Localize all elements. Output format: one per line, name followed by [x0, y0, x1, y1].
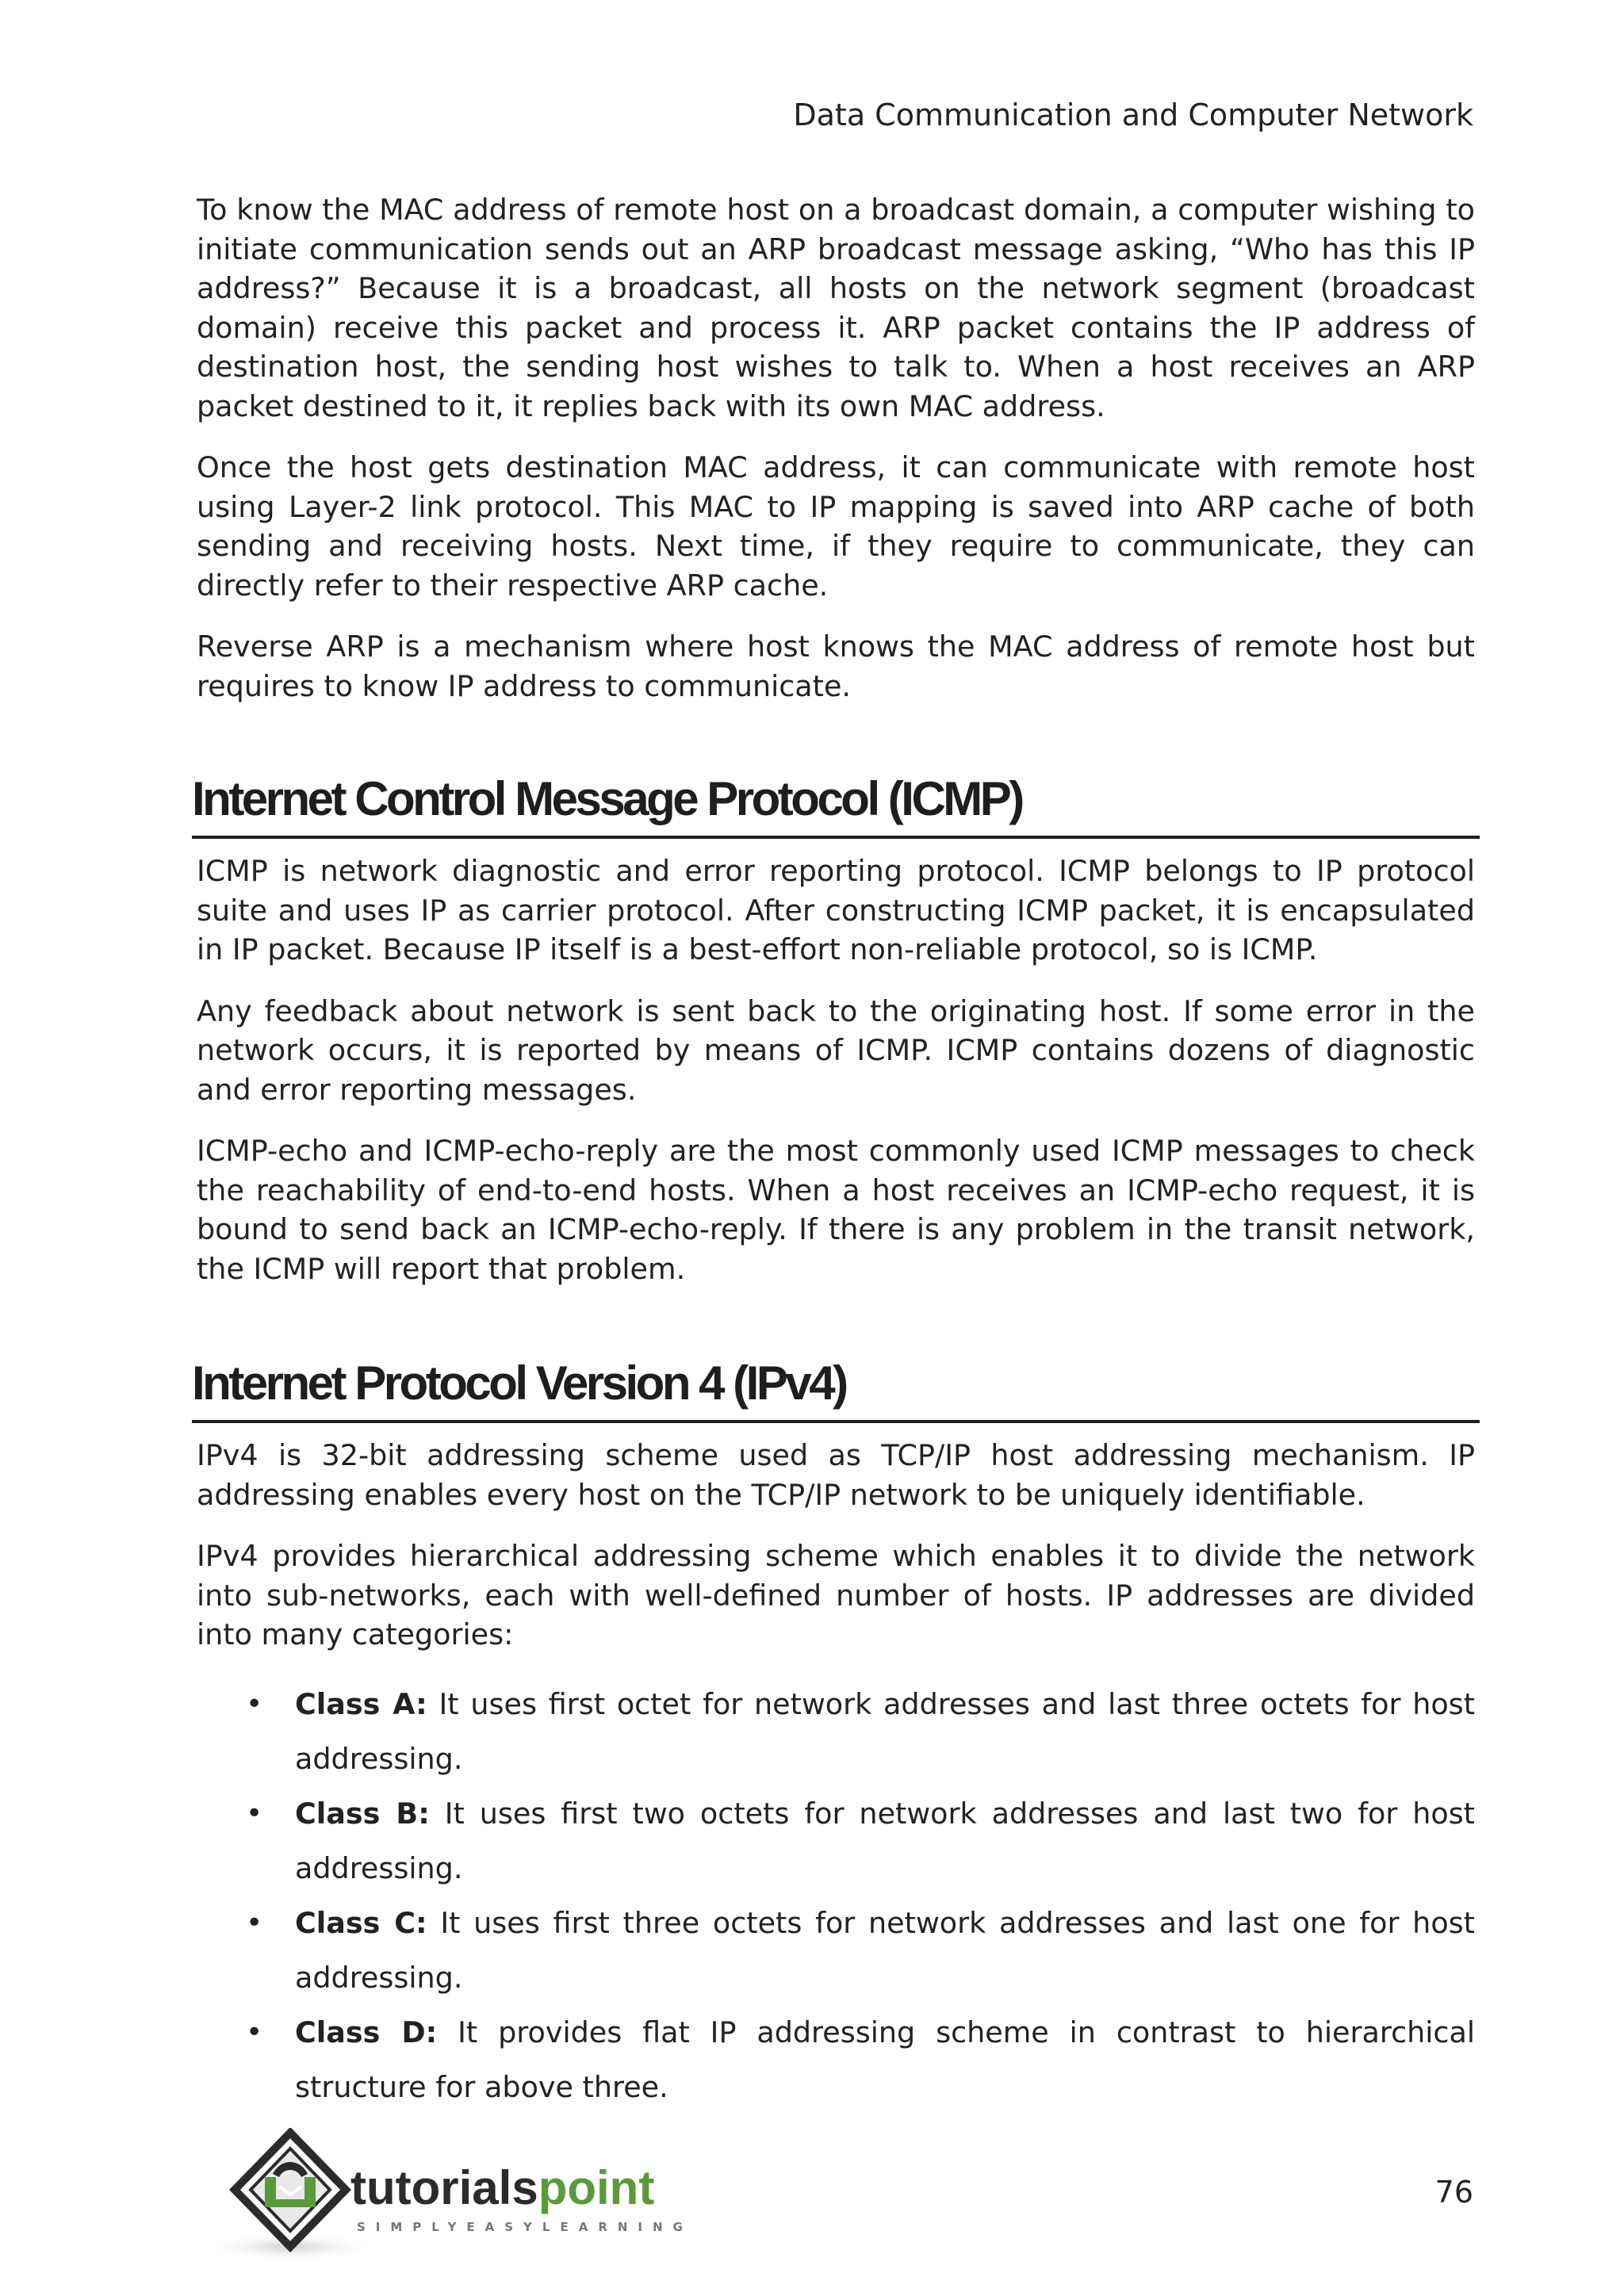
- list-item: [197, 1786, 1475, 1896]
- class-description: It uses first two octets for network addresses and last two for host addressing.: [295, 1796, 1475, 1885]
- running-header: Data Communication and Computer Network: [793, 98, 1473, 132]
- class-description: It uses first three octets for network addresses and last one for host addressing.: [295, 1905, 1475, 1995]
- paragraph: ICMP-echo and ICMP-echo-reply are the most commonly used ICMP messages to check the reachability of end-to-end hosts. When a host receives an ICMP-echo request, it is bound to send back an ICMP-echo-reply. If there is any problem in the transit network, the ICMP will report that problem.: [197, 1134, 1475, 1286]
- bullet-icon: •: [246, 1687, 263, 1720]
- list-item: [197, 1677, 1475, 1786]
- paragraph: To know the MAC address of remote host on a broadcast domain, a computer wishing to initiate communication sends out an ARP broadcast message asking, “Who has this IP address?” Because it is a broadcast, all hosts on the network segment (broadcast domain) receive this packet and process it. ARP packet contains the IP address of destination host, the sending host wishes to talk to. When a host receives an ARP packet destined to it, it replies back with its own MAC address.: [197, 193, 1475, 423]
- logo-tagline: SIMPLYEASYLEARNING: [357, 2220, 693, 2234]
- ip-class-list: [197, 1677, 1475, 2114]
- tutorialspoint-logo: [203, 2128, 726, 2263]
- bullet-icon: •: [246, 1797, 263, 1830]
- bullet-icon: •: [246, 2015, 263, 2049]
- paragraph: IPv4 is 32-bit addressing scheme used as TCP/IP host addressing mechanism. IP addressing enables every host on the TCP/IP network to be uniquely identifiable.: [197, 1438, 1475, 1512]
- class-label: Class A:: [295, 1686, 427, 1721]
- logo-wordmark: tutorialspoint: [350, 2161, 655, 2214]
- class-label: Class B:: [295, 1796, 430, 1831]
- section-heading-icmp: Internet Control Message Protocol (ICMP): [192, 771, 1480, 839]
- class-label: Class D:: [295, 2015, 438, 2049]
- class-description: It uses first octet for network addresses and last three octets for host addressing.: [295, 1686, 1476, 1776]
- class-label: Class C:: [295, 1905, 427, 1940]
- paragraph: Any feedback about network is sent back to the originating host. If some error in the network occurs, it is reported by means of ICMP. ICMP contains dozens of diagnostic and error reporting messages.: [197, 993, 1475, 1107]
- paragraph: IPv4 provides hierarchical addressing scheme which enables it to divide the network into sub-networks, each with well-defined number of hosts. IP addresses are divided into many categories:: [197, 1539, 1475, 1651]
- bullet-icon: •: [246, 1906, 263, 1939]
- paragraph: Reverse ARP is a mechanism where host knows the MAC address of remote host but requires to know IP address to communicate.: [197, 629, 1475, 703]
- list-item: [197, 2005, 1475, 2114]
- section-heading-ipv4: Internet Protocol Version 4 (IPv4): [192, 1355, 1480, 1423]
- diamond-emblem-icon: [235, 2133, 346, 2247]
- class-description: It provides flat IP addressing scheme in contrast to hierarchical structure for above three.: [295, 2015, 1476, 2104]
- page-body: [192, 190, 1476, 2114]
- paragraph: Once the host gets destination MAC address, it can communicate with remote host using Layer-2 link protocol. This MAC to IP mapping is saved into ARP cache of both sending and receiving hosts. Next time, if they require to communicate, they can directly refer to their respective ARP cache.: [197, 450, 1475, 603]
- list-item: [197, 1896, 1475, 2005]
- page-number: 76: [1434, 2175, 1473, 2210]
- paragraph: ICMP is network diagnostic and error reporting protocol. ICMP belongs to IP protocol suite and uses IP as carrier protocol. After constructing ICMP packet, it is encapsulated in IP packet. Because IP itself is a best-effort non-reliable protocol, so is ICMP.: [197, 854, 1475, 966]
